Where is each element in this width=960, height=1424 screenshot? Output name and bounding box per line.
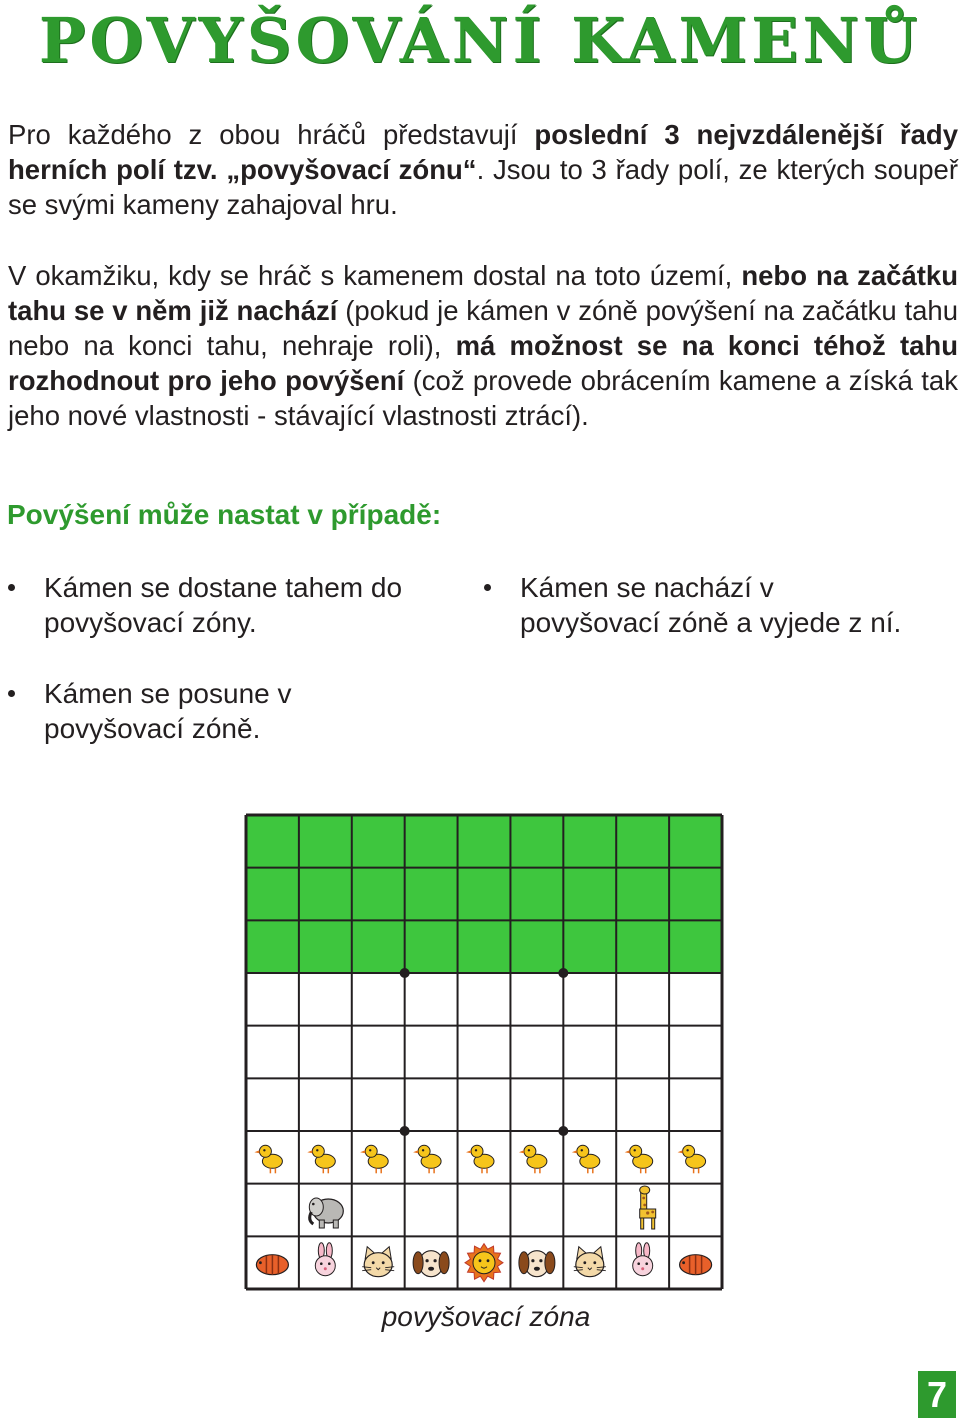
rules-paragraph	[8, 258, 958, 433]
bullet-text: Kámen se nachází v povyšovací zóně a vyjede z ní.	[520, 572, 902, 638]
bullet-dot	[484, 584, 491, 591]
intro-paragraph	[8, 117, 958, 222]
bullet-item	[8, 570, 458, 642]
paragraph-text: V okamžiku, kdy se hráč s kamenem dostal na toto území,	[8, 260, 742, 291]
paragraph-text: (pokud je kámen v zóně povýšení na začátku tahu nebo na konci tahu, nehraje roli),	[8, 295, 958, 361]
page-number: 7	[918, 1371, 956, 1418]
bullet-text: Kámen se posune v povyšovací zóně.	[44, 678, 292, 744]
emphasized-text: nebo na začátku tahu se v něm již nachází	[8, 260, 958, 326]
bullet-text: Kámen se dostane tahem do povyšovací zóny.	[44, 572, 403, 638]
page-title: POVYŠOVÁNÍ KAMENŮ	[38, 4, 922, 77]
emphasized-text: má možnost se na konci téhož tahu rozhodnout pro jeho povýšení	[8, 330, 958, 396]
board-marker	[400, 1126, 410, 1136]
subheading: Povýšení může nastat v případě:	[7, 499, 442, 530]
dog-icon	[413, 1251, 449, 1277]
bullet-dot	[8, 584, 15, 591]
board-marker	[558, 968, 568, 978]
paragraph-text: Pro každého z obou hráčů představují	[8, 119, 535, 150]
dog-icon	[519, 1251, 555, 1277]
game-board	[244, 813, 724, 1291]
board-caption: povyšovací zóna	[381, 1301, 591, 1332]
promotion-zone	[246, 815, 722, 973]
paragraph-text: (což provede obrácením kamene a získá tak jeho nové vlastnosti - stávající vlastnosti ztrácí).	[8, 365, 958, 431]
bullet-item	[8, 676, 458, 748]
bullet-dot	[8, 690, 15, 697]
hamster-icon	[256, 1255, 288, 1275]
paragraph-text: . Jsou to 3 řady polí, ze kterých soupeř se svými kameny zahajoval hru.	[8, 154, 958, 220]
board-marker	[558, 1126, 568, 1136]
board-marker	[400, 968, 410, 978]
emphasized-text: poslední 3 nejvzdálenější řady herních polí tzv. „povyšovací zónu“	[8, 119, 958, 185]
bullet-item	[484, 570, 954, 642]
hamster-icon	[680, 1255, 712, 1275]
